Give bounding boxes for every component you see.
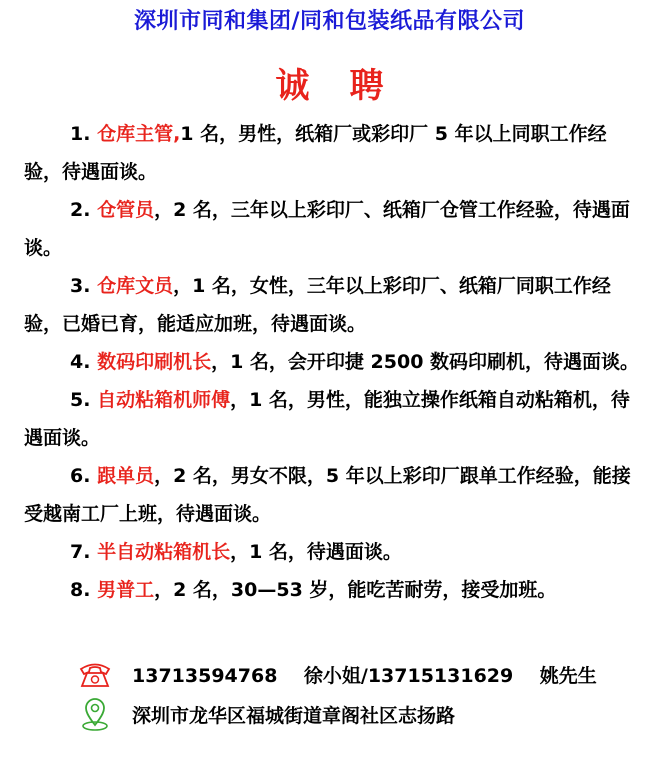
phone-numbers: 13713594768 徐小姐/13715131629 姚先生: [132, 664, 597, 687]
job-number: 4.: [70, 351, 91, 373]
job-item: [24, 191, 643, 267]
company-name: 深圳市同和集团/同和包装纸品有限公司: [133, 9, 526, 34]
job-number: 7.: [70, 541, 91, 563]
page-title: 诚聘: [275, 66, 424, 106]
job-list: [24, 115, 643, 609]
job-number: 8.: [70, 579, 91, 601]
job-position: 男普工: [97, 579, 155, 601]
job-details: ，2 名，30—53 岁，能吃苦耐劳，接受加班。: [154, 579, 557, 601]
job-details: ，2 名，男女不限，5 年以上彩印厂跟单工作经验，能接受越南工厂上班，待遇面谈。: [24, 465, 631, 525]
job-item: [24, 381, 643, 457]
job-details: ，1 名，会开印捷 2500 数码印刷机，待遇面谈。: [211, 351, 640, 373]
job-item: [24, 571, 643, 609]
job-position: 数码印刷机长: [97, 351, 212, 373]
address-row: [78, 694, 597, 734]
job-number: 2.: [70, 199, 91, 221]
job-details: ，2 名，三年以上彩印厂、纸箱厂仓管工作经验，待遇面谈。: [24, 199, 630, 259]
job-number: 5.: [70, 389, 91, 411]
map-pin-icon: [78, 697, 112, 731]
job-details: ，1 名，女性，三年以上彩印厂、纸箱厂同职工作经验，已婚已育，能适应加班，待遇面谈。: [24, 275, 611, 335]
job-details: ，1 名，待遇面谈。: [230, 541, 402, 563]
job-number: 6.: [70, 465, 91, 487]
phone-row: [78, 654, 597, 694]
contact-info: [78, 654, 597, 734]
job-item: [24, 267, 643, 343]
address-text: 深圳市龙华区福城街道章阁社区志扬路: [132, 704, 456, 727]
job-position: 半自动粘箱机长: [97, 541, 231, 563]
telephone-icon: [78, 657, 112, 691]
job-position: 仓库文员: [97, 275, 174, 297]
job-details: 1 名，男性，纸箱厂或彩印厂 5 年以上同职工作经验，待遇面谈。: [24, 123, 607, 183]
job-item: [24, 533, 643, 571]
job-position: 仓库主管,: [97, 123, 181, 145]
job-number: 1.: [70, 123, 91, 145]
job-item: [24, 457, 643, 533]
job-item: [24, 343, 643, 381]
job-position: 仓管员: [97, 199, 155, 221]
job-position: 自动粘箱机师傅: [97, 389, 231, 411]
job-position: 跟单员: [97, 465, 155, 487]
job-number: 3.: [70, 275, 91, 297]
job-details: ，1 名，男性，能独立操作纸箱自动粘箱机，待遇面谈。: [24, 389, 630, 449]
job-item: [24, 115, 643, 191]
